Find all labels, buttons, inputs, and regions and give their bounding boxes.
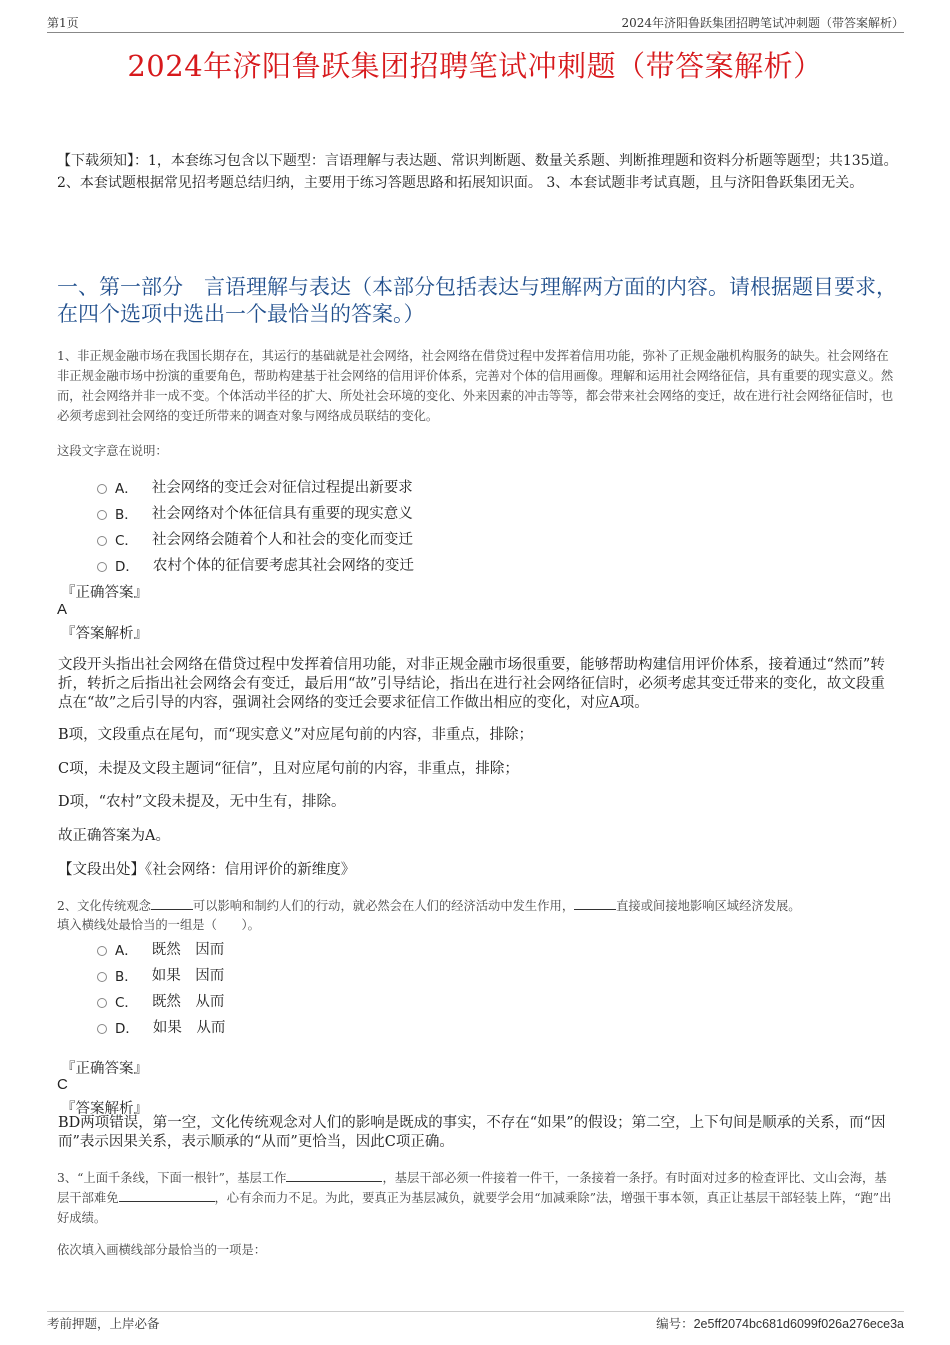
- question-1-answer-label: 『正确答案』: [61, 585, 148, 601]
- question-2-option-b[interactable]: B． 如果 因而: [97, 964, 224, 985]
- question-1-analysis-d: D项，“农村”文段未提及，无中生有，排除。: [58, 794, 346, 810]
- question-1-analysis-b: B项，文段重点在尾句，而“现实意义”对应尾句前的内容，非重点，排除；: [58, 727, 533, 743]
- question-1-stem: 1、非正规金融市场在我国长期存在，其运行的基础就是社会网络，社会网络在借贷过程中发挥着信用功能，弥补了正规金融机构服务的缺失。社会网络在非正规金融市场中扮演的重要角色，帮助构建基于社会网络的信用评价体系，完善对个体的信用画像。理解和运用社会网络征信，具有重要的现实意义。然而，社会网络并非一成不变。个体活动半径的扩大、所处社会环境的变化、外来因素的冲击等等，都会带来社会网络的变迁，故在进行社会网络征信时，也必须考虑到社会网络的变迁所带来的调查对象与网络成员联结的变化。: [57, 349, 894, 423]
- radio-icon[interactable]: [97, 972, 107, 982]
- footer-slogan: 考前押题，上岸必备: [47, 1316, 160, 1331]
- radio-icon[interactable]: [97, 946, 107, 956]
- document-title: 2024年济阳鲁跃集团招聘笔试冲刺题（带答案解析）: [127, 49, 823, 83]
- question-1-option-a[interactable]: A． 社会网络的变迁会对征信过程提出新要求: [97, 476, 413, 497]
- question-1-answer: A: [57, 601, 68, 618]
- question-2-option-c[interactable]: C． 既然 从而: [97, 990, 224, 1011]
- radio-icon[interactable]: [97, 536, 107, 546]
- question-2-answer: C: [57, 1076, 68, 1093]
- download-notice: 【下载须知】：1，本套练习包含以下题型：言语理解与表达题、常识判断题、数量关系题、判断推理题和资料分析题等题型；共135道。 2、本套试题根据常见招考题总结归纳，主要用于练习答题思路和拓展知识面。 3、本套试题非考试真题，且与济阳鲁跃集团无关。: [57, 153, 898, 191]
- question-1-analysis-main: 文段开头指出社会网络在借贷过程中发挥着信用功能，对非正规金融市场很重要，能够帮助构建信用评价体系，接着通过“然而”转折，转折之后指出社会网络会有变迁，最后用“故”引导结论，指出在进行社会网络征信时，必须考虑其变迁带来的变化，故文段重点在“故”之后引导的内容，强调社会网络的变迁会要求征信工作做出相应的变化，对应A项。: [58, 657, 885, 711]
- radio-icon[interactable]: [97, 562, 107, 572]
- question-1-option-c[interactable]: C． 社会网络会随着个人和社会的变化而变迁: [97, 528, 413, 549]
- blank-line: [286, 1169, 382, 1182]
- header-doc-title: 2024年济阳鲁跃集团招聘笔试冲刺题（带答案解析）: [621, 16, 904, 30]
- footer-divider: [47, 1311, 904, 1312]
- footer-code: 编号：2e5ff2074bc681d6099f026a276ece3a: [656, 1316, 904, 1331]
- question-1-option-b[interactable]: B． 社会网络对个体征信具有重要的现实意义: [97, 502, 413, 523]
- question-1-analysis-label: 『答案解析』: [61, 626, 148, 642]
- question-2-analysis: BD两项错误，第一空，文化传统观念对人们的影响是既成的事实，不存在“如果”的假设；第二空，上下句间是顺承的关系，而“因而”表示因果关系，表示顺承的“从而”更恰当，因此C项正确。: [58, 1115, 886, 1150]
- question-1-option-d[interactable]: D． 农村个体的征信要考虑其社会网络的变迁: [97, 554, 414, 575]
- question-3-stem: 3、“上面千条线，下面一根针”，基层工作 ，基层干部必须一件接着一件干，一条接着一条抒。有时面对过多的检查评比、文山会海，基层干部难免 ，心有余而力不足。为此，要真正为基层减负，就要学会用“加减乘除”法，增强干事本领，真正让基层干部轻装上阵，“跑”出好成绩。: [57, 1171, 892, 1225]
- section-heading: 一、第一部分 言语理解与表达（本部分包括表达与理解两方面的内容。请根据题目要求，在四个选项中选出一个最恰当的答案。）: [57, 275, 897, 326]
- header-divider: [47, 32, 904, 33]
- question-2-answer-label: 『正确答案』: [61, 1061, 148, 1077]
- radio-icon[interactable]: [97, 510, 107, 520]
- question-3-prompt: 依次填入画横线部分最恰当的一项是：: [57, 1243, 267, 1257]
- question-1-source: 【文段出处】《社会网络：信用评价的新维度》: [58, 862, 356, 878]
- question-2-stem: 2、文化传统观念 可以影响和制约人们的行动，就必然会在人们的经济活动中发生作用， 直接或间接地影响区域经济发展。: [57, 899, 801, 913]
- radio-icon[interactable]: [97, 1024, 107, 1034]
- question-1-conclusion: 故正确答案为A。: [58, 828, 170, 844]
- question-2-prompt: 填入横线处最恰当的一组是（ ）。: [57, 918, 260, 932]
- blank-line: [119, 1189, 215, 1202]
- question-2-option-a[interactable]: A． 既然 因而: [97, 938, 224, 959]
- question-1-analysis-c: C项，未提及文段主题词“征信”，且对应尾句前的内容，非重点，排除；: [58, 761, 519, 777]
- question-1-prompt: 这段文字意在说明：: [57, 444, 168, 458]
- blank-line: [151, 897, 193, 910]
- question-2-option-d[interactable]: D． 如果 从而: [97, 1016, 225, 1037]
- radio-icon[interactable]: [97, 484, 107, 494]
- radio-icon[interactable]: [97, 998, 107, 1008]
- page-number: 第1页: [47, 16, 79, 30]
- blank-line: [574, 897, 616, 910]
- question-2-analysis-label: 『答案解析』: [61, 1101, 148, 1117]
